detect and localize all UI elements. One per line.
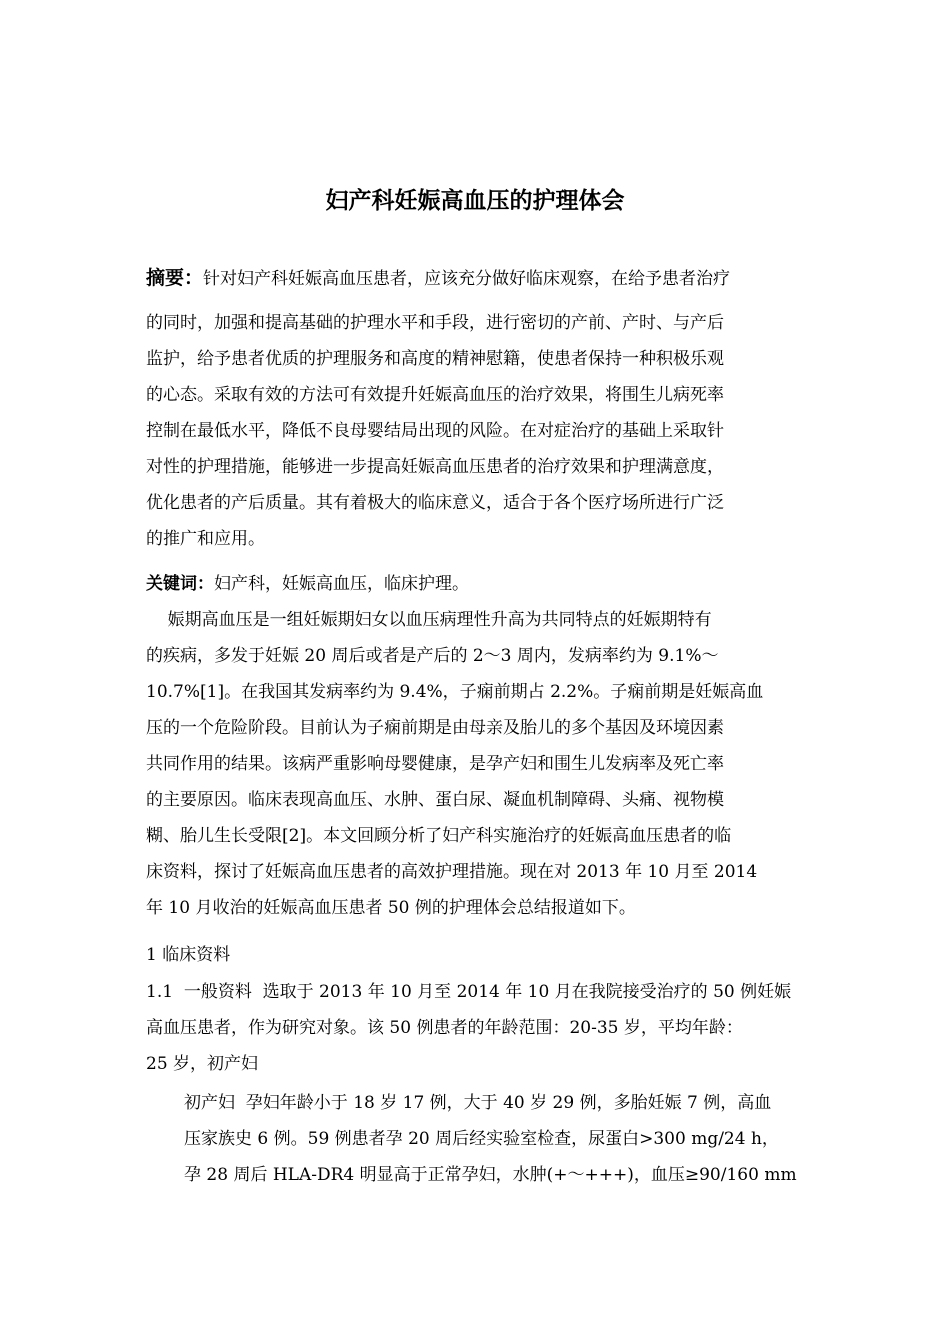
indented-line: 压家族史 6 例。59 例患者孕 20 周后经实验室检查，尿蛋白>300 mg/24 h， <box>184 1129 779 1149</box>
intro-line: 的主要原因。临床表现高血压、水肿、蛋白尿、凝血机制障碍、头痛、视物模 <box>146 790 724 810</box>
keywords-line <box>146 566 816 602</box>
intro-line: 的疾病，多发于妊娠 20 周后或者是产后的 2～3 周内，发病率约为 9.1%～ <box>146 646 719 666</box>
section-heading <box>146 937 816 973</box>
abstract-line <box>146 258 816 298</box>
intro-line: 娠期高血压是一组妊娠期妇女以血压病理性升高为共同特点的妊娠期特有 <box>146 610 712 630</box>
abstract-line: 的同时，加强和提高基础的护理水平和手段，进行密切的产前、产时、与产后 <box>146 313 724 333</box>
keywords-section <box>146 566 816 602</box>
keywords-label: 关键词： <box>146 574 214 594</box>
section-1-heading: 1 临床资料 <box>146 945 231 965</box>
intro-line: 压的一个危险阶段。目前认为子痫前期是由母亲及胎儿的多个基因及环境因素 <box>146 718 724 738</box>
keywords-text: 妇产科，妊娠高血压，临床护理。 <box>214 574 469 594</box>
subsection-line: 高血压患者，作为研究对象。该 50 例患者的年龄范围：20-35 岁，平均年龄： <box>146 1018 743 1038</box>
abstract-line: 对性的护理措施，能够进一步提高妊娠高血压患者的治疗效果和护理满意度， <box>146 457 724 477</box>
intro-line: 年 10 月收治的妊娠高血压患者 50 例的护理体会总结报道如下。 <box>146 898 636 918</box>
page-title: 妇产科妊娠高血压的护理体会 <box>325 188 625 214</box>
abstract-text: 针对妇产科妊娠高血压患者，应该充分做好临床观察，在给予患者治疗 <box>203 269 731 289</box>
abstract-line: 的推广和应用。 <box>146 529 265 549</box>
abstract-line: 的心态。采取有效的方法可有效提升妊娠高血压的治疗效果，将围生儿病死率 <box>146 385 724 405</box>
intro-paragraph <box>146 602 816 926</box>
intro-line: 床资料，探讨了妊娠高血压患者的高效护理措施。现在对 2013 年 10 月至 2014 <box>146 862 758 882</box>
intro-line: 10.7%[1]。在我国其发病率约为 9.4%，子痫前期占 2.2%。子痫前期是妊娠高血 <box>146 682 764 702</box>
abstract-line: 监护，给予患者优质的护理服务和高度的精神慰籍，使患者保持一种积极乐观 <box>146 349 724 369</box>
abstract-section <box>146 258 816 557</box>
abstract-label: 摘要： <box>146 267 204 289</box>
intro-line: 糊、胎儿生长受限[2]。本文回顾分析了妇产科实施治疗的妊娠高血压患者的临 <box>146 826 732 846</box>
abstract-line: 控制在最低水平，降低不良母婴结局出现的风险。在对症治疗的基础上采取针 <box>146 421 724 441</box>
indented-block <box>184 1085 814 1193</box>
subsection-line: 25 岁，初产妇 <box>146 1054 259 1074</box>
indented-line: 初产妇 孕妇年龄小于 18 岁 17 例，大于 40 岁 29 例，多胎妊娠 7 例，高血 <box>184 1093 772 1113</box>
abstract-line: 优化患者的产后质量。其有着极大的临床意义，适合于各个医疗场所进行广泛 <box>146 493 724 513</box>
intro-line: 共同作用的结果。该病严重影响母婴健康，是孕产妇和围生儿发病率及死亡率 <box>146 754 724 774</box>
indented-line: 孕 28 周后 HLA-DR4 明显高于正常孕妇，水肿(+～+++)，血压≥90/160 mm <box>184 1165 797 1185</box>
subsection-1-1 <box>146 974 816 1082</box>
subsection-line: 1.1 一般资料 选取于 2013 年 10 月至 2014 年 10 月在我院接受治疗的 50 例妊娠 <box>146 982 792 1002</box>
